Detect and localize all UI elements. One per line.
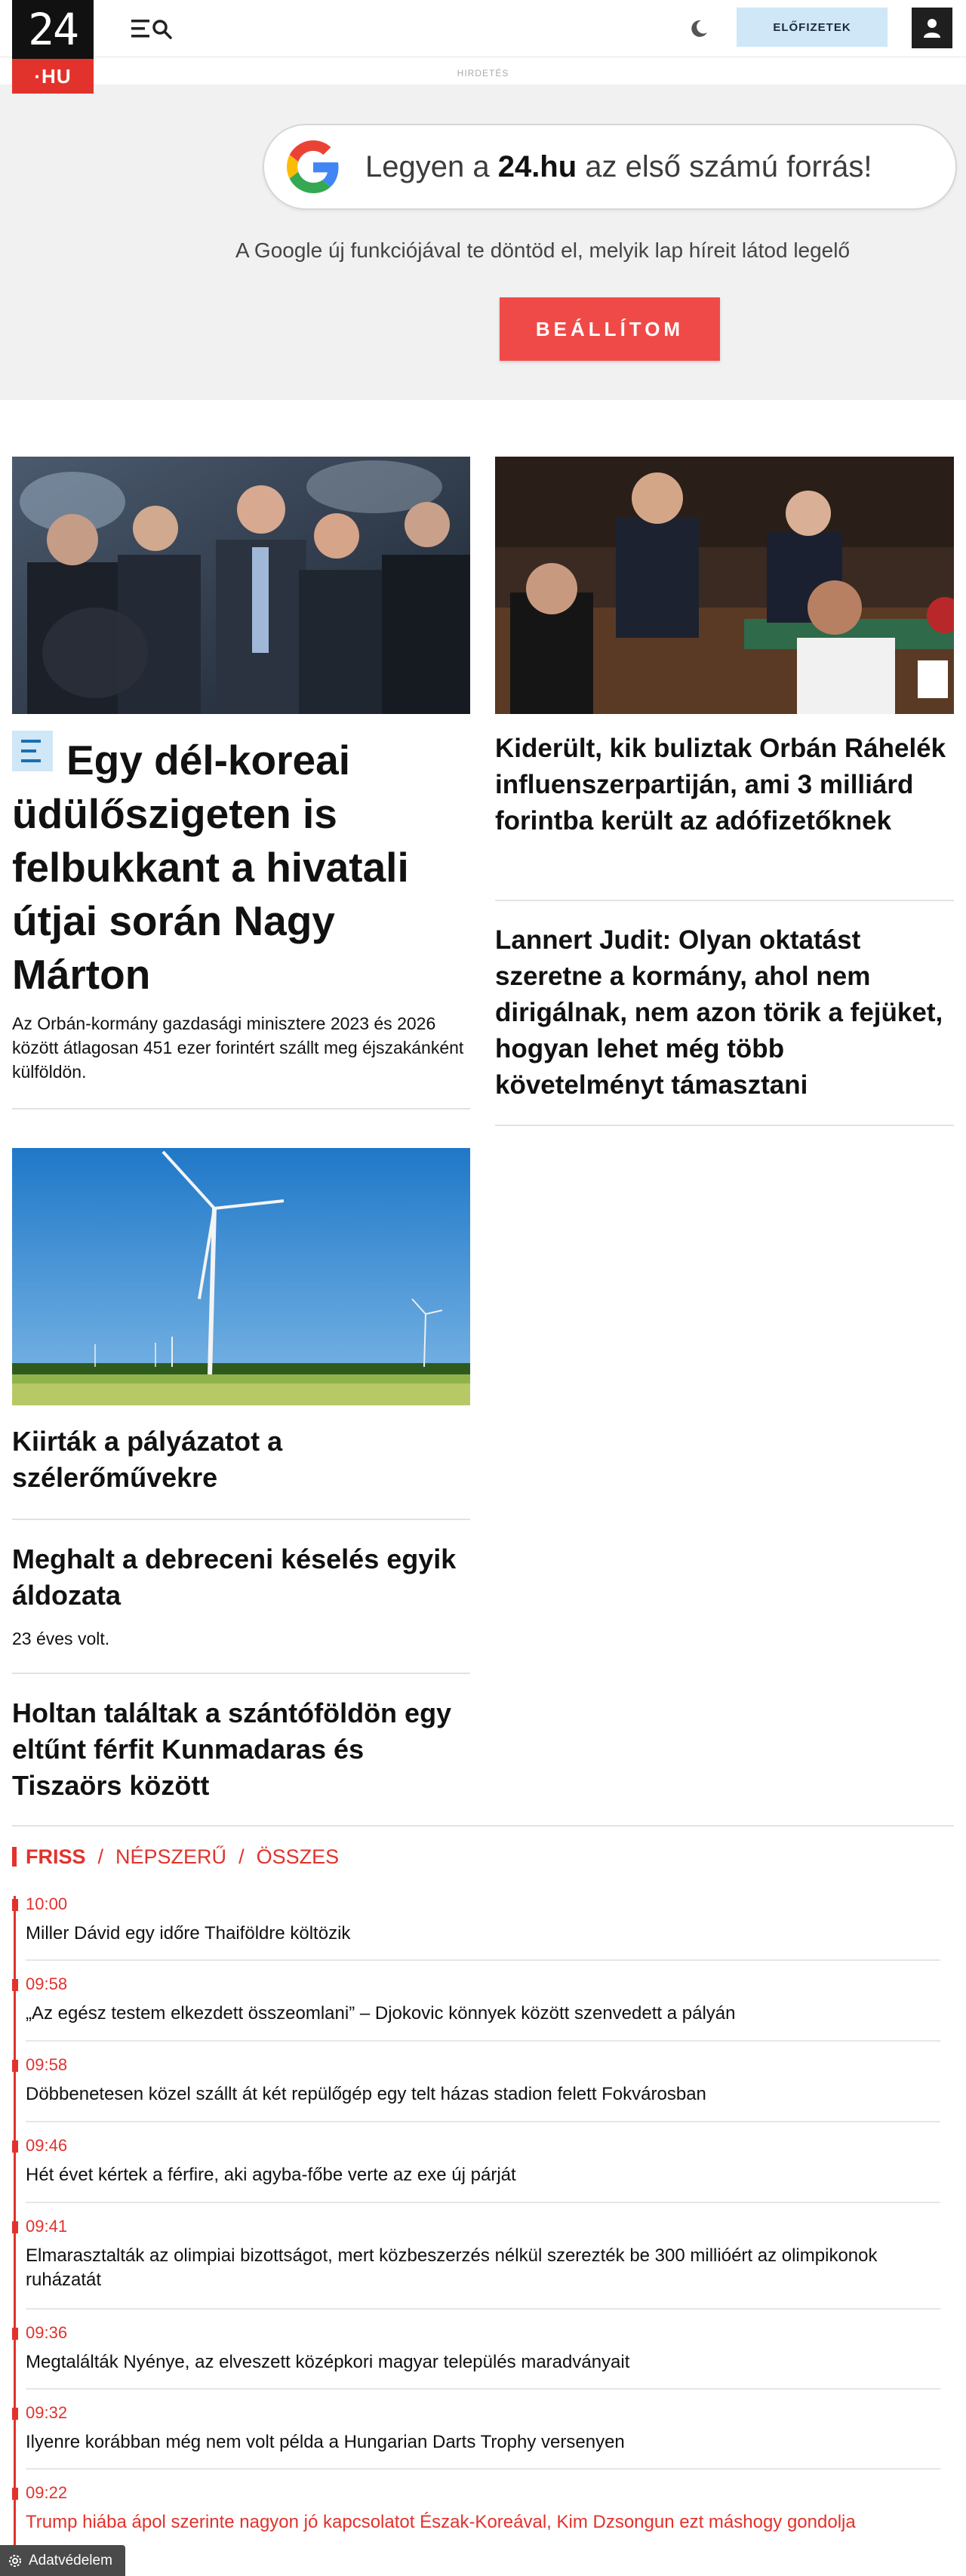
feed-tick (12, 2221, 18, 2233)
feed-item[interactable] (26, 2483, 940, 2534)
feed-time: 09:58 (26, 2055, 68, 2074)
divider (495, 900, 954, 901)
site-logo[interactable] (12, 0, 94, 94)
divider (26, 2040, 940, 2042)
wind-article-image[interactable] (12, 1148, 470, 1405)
menu-search-icon[interactable] (130, 14, 177, 44)
divider (12, 1519, 470, 1520)
feed-item[interactable] (26, 2217, 940, 2292)
feed-time: 09:32 (26, 2403, 68, 2422)
feed-title[interactable]: Döbbenetesen közel szállt át két repülőgép egy telt házas stadion felett Fokvárosban (26, 2084, 706, 2104)
logo-domain: ·HU (12, 59, 94, 94)
feed-tick (12, 2060, 18, 2072)
right-article-image[interactable] (495, 457, 954, 714)
kunmadaras-article-title[interactable]: Holtan találtak a szántóföldön egy eltűnt férfit Kunmadaras és Tiszaörs között (12, 1697, 452, 1801)
google-logo-icon (287, 140, 340, 193)
ad-headline (365, 150, 872, 184)
feed-time: 09:46 (26, 2136, 68, 2155)
divider (495, 1125, 954, 1126)
feed-title[interactable]: Hét évet kértek a férfire, aki agyba-főbe verte az exe új párját (26, 2165, 516, 2185)
privacy-settings-button[interactable] (0, 2545, 125, 2576)
feed-tick (12, 2408, 18, 2420)
tab-separator: / (97, 1845, 104, 1868)
tab-osszes[interactable]: ÖSSZES (256, 1845, 340, 1868)
ad-headline-prefix: Legyen a (365, 149, 498, 183)
feed-time: 10:00 (26, 1894, 68, 1913)
feed-title[interactable]: Miller Dávid egy időre Thaiföldre költözik (26, 1923, 351, 1944)
feed-title[interactable]: Trump hiába ápol szerinte nagyon jó kapcsolatot Észak-Koreával, Kim Dzsongun ezt máshogy gondolja (26, 2512, 856, 2532)
ad-label: HIRDETÉS (457, 68, 509, 78)
ad-pill[interactable] (263, 124, 957, 210)
feed-tick (12, 1899, 18, 1911)
feed-tick (12, 2488, 18, 2500)
right-second-article-title[interactable]: Lannert Judit: Olyan oktatást szeretne a kormány, ahol nem dirigálnak, nem azon törik a fejüket, hogyan lehet még több követelményt támasztani (495, 925, 943, 1100)
tab-friss[interactable]: FRISS (26, 1845, 86, 1868)
feed-item[interactable] (26, 2323, 940, 2374)
divider (26, 2388, 940, 2390)
exclusive-badge-icon (12, 731, 53, 771)
divider (12, 1673, 470, 1674)
feed-title[interactable]: Elmarasztalták az olimpiai bizottságot, mert közbeszerzés nélkül szerezték be 300 millióért az olimpikonok ruházatát (26, 2245, 878, 2290)
main-article-title[interactable] (12, 731, 469, 1002)
feed-item[interactable] (26, 2055, 940, 2107)
subscribe-button[interactable]: ELŐFIZETEK (737, 8, 888, 47)
main-article-image[interactable] (12, 457, 470, 714)
divider (26, 1959, 940, 1961)
feed-item[interactable] (26, 2403, 940, 2454)
moon-icon[interactable] (684, 14, 714, 44)
privacy-label: Adatvédelem (29, 2552, 112, 2568)
main-article-lead: Az Orbán-kormány gazdasági minisztere 2023 és 2026 között átlagosan 451 ezer forintért szállt meg éjszakánként külföldön. (12, 1014, 464, 1082)
feed-tick (12, 2141, 18, 2153)
feed-title[interactable]: Megtalálták Nyénye, az elveszett középkori magyar település maradványait (26, 2352, 630, 2372)
feed-time: 09:22 (26, 2483, 68, 2502)
divider (26, 2468, 940, 2470)
feed-tick (12, 2328, 18, 2340)
divider (12, 1108, 470, 1109)
main-article-title-text: Egy dél-koreai üdülőszigeten is felbukkant a hivatali útjai során Nagy Márton (12, 737, 409, 998)
feed-title[interactable]: „Az egész testem elkezdett összeomlani” – Djokovic könnyek között szenvedett a pályán (26, 2003, 736, 2024)
ad-headline-brand: 24.hu (497, 149, 577, 183)
divider (12, 1825, 954, 1827)
tab-separator: / (238, 1845, 245, 1868)
tab-nepszeru[interactable]: NÉPSZERŰ (115, 1845, 227, 1868)
debrecen-article-lead: 23 éves volt. (12, 1629, 110, 1648)
ad-setup-button[interactable]: BEÁLLÍTOM (500, 297, 720, 361)
feed-item[interactable] (26, 1894, 940, 1946)
google-ad-banner (0, 57, 966, 400)
logo-number: 24 (28, 4, 78, 55)
feed-item[interactable] (26, 2136, 940, 2187)
wind-article-title[interactable]: Kiirták a pályázatot a szélerőművekre (12, 1426, 283, 1493)
feed-time: 09:36 (26, 2323, 68, 2342)
feed-time: 09:58 (26, 1974, 68, 1993)
user-icon[interactable] (912, 8, 952, 48)
ad-subtitle: A Google új funkciójával te döntöd el, melyik lap híreit látod legelő (235, 239, 851, 262)
feed-timeline (14, 1896, 16, 2545)
feed-accent-bar (12, 1847, 17, 1867)
feed-title[interactable]: Ilyenre korábban még nem volt példa a Hungarian Darts Trophy versenyen (26, 2432, 625, 2452)
feed-tabs (12, 1842, 339, 1872)
gear-icon (8, 2553, 23, 2568)
divider (26, 2308, 940, 2310)
feed-item[interactable] (26, 1974, 940, 2026)
debrecen-article-title[interactable]: Meghalt a debreceni késelés egyik áldozata (12, 1543, 457, 1611)
divider (26, 2202, 940, 2203)
right-article-title[interactable]: Kiderült, kik buliztak Orbán Ráhelék influenszerpartiján, ami 3 milliárd forintba került az adófizetőknek (495, 734, 946, 836)
divider (26, 2121, 940, 2122)
ad-headline-suffix: az első számú forrás! (577, 149, 872, 183)
feed-time: 09:41 (26, 2217, 68, 2236)
feed-tick (12, 1979, 18, 1991)
